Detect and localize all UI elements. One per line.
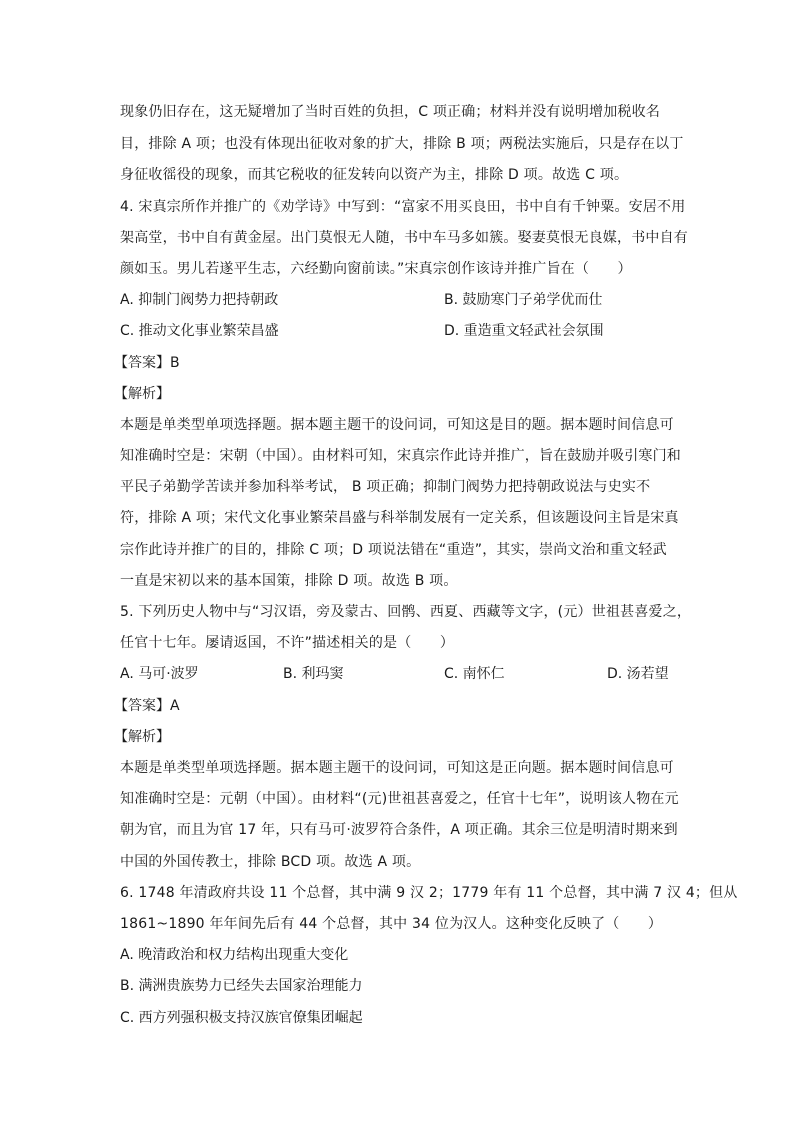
- question-5-answer: 【答案】A: [114, 698, 180, 714]
- question-4-stem: 架高堂，书中自有黄金屋。出门莫恨无人随，书中车马多如簇。娶妻莫恨无良媒，书中自有: [120, 230, 688, 246]
- paragraph-line: 身征收徭役的现象，而其它税收的征发转向以资产为主，排除 D 项。故选 C 项。: [120, 167, 629, 183]
- question-5-stem: 5. 下列历史人物中与“习汉语，旁及蒙古、回鹘、西夏、西藏等文字，(元）世祖甚喜爱之，: [120, 604, 692, 620]
- question-5-option-a: A. 马可·波罗: [120, 666, 199, 682]
- question-4-analysis-line: 一直是宋初以来的基本国策，排除 D 项。故选 B 项。: [120, 573, 458, 589]
- question-6-option-b: B. 满洲贵族势力已经失去国家治理能力: [120, 978, 363, 994]
- question-4-analysis-tag: 【解析】: [114, 386, 170, 402]
- question-5-analysis-line: 本题是单类型单项选择题。据本题主题干的设问词，可知这是正向题。据本题时间信息可: [120, 760, 674, 776]
- question-5-stem: 任官十七年。屡请返国，不许”描述相关的是（ ）: [120, 635, 455, 651]
- question-4-analysis-line: 平民子弟勤学苦读并参加科举考试， B 项正确；抑制门阀势力把持朝政说法与史实不: [120, 479, 651, 495]
- question-6-stem: 6. 1748 年清政府共设 11 个总督，其中满 9 汉 2；1779 年有 11 个总督，其中满 7 汉 4；但从: [120, 885, 738, 901]
- paragraph-line: 现象仍旧存在，这无疑增加了当时百姓的负担，C 项正确；材料并没有说明增加税收名: [120, 104, 661, 120]
- question-4-option-a: A. 抑制门阀势力把持朝政: [120, 292, 279, 308]
- question-4-option-b: B. 鼓励寒门子弟学优而仕: [444, 292, 603, 308]
- question-4-analysis-line: 宗作此诗并推广的目的，排除 C 项；D 项说法错在“重造”，其实，崇尚文治和重文轻武: [120, 542, 667, 558]
- question-5-analysis-line: 中国的外国传教士，排除 BCD 项。故选 A 项。: [120, 854, 421, 870]
- question-4-analysis-line: 知准确时空是：宋朝（中国）。由材料可知，宋真宗作此诗并推广，旨在鼓励并吸引寒门和: [120, 448, 681, 464]
- question-6-option-c: C. 西方列强积极支持汉族官僚集团崛起: [120, 1010, 363, 1026]
- question-5-analysis-line: 知准确时空是：元朝（中国）。由材料“(元)世祖甚喜爱之，任官十七年”，说明该人物在元: [120, 791, 679, 807]
- question-5-option-c: C. 南怀仁: [444, 666, 505, 682]
- question-4-stem: 颜如玉。男儿若遂平生志，六经勤向窗前读。”宋真宗创作该诗并推广旨在（ ）: [120, 261, 632, 277]
- question-6-option-a: A. 晚清政治和权力结构出现重大变化: [120, 947, 349, 963]
- question-4-option-c: C. 推动文化事业繁荣昌盛: [120, 323, 279, 339]
- question-5-option-d: D. 汤若望: [607, 666, 669, 682]
- question-4-answer: 【答案】B: [114, 355, 180, 371]
- question-5-analysis-line: 朝为官，而且为官 17 年，只有马可·波罗符合条件，A 项正确。其余三位是明清时期来到: [120, 822, 678, 838]
- question-5-analysis-tag: 【解析】: [114, 729, 170, 745]
- question-4-analysis-line: 符，排除 A 项；宋代文化事业繁荣昌盛与科举制发展有一定关系，但该题设问主旨是宋真: [120, 510, 679, 526]
- question-4-option-d: D. 重造重文轻武社会氛围: [444, 323, 604, 339]
- question-4-analysis-line: 本题是单类型单项选择题。据本题主题干的设问词，可知这是目的题。据本题时间信息可: [120, 417, 674, 433]
- question-4-stem: 4. 宋真宗所作并推广的《劝学诗》中写到：“富家不用买良田，书中自有千钟粟。安居不用: [120, 199, 686, 215]
- paragraph-line: 目，排除 A 项；也没有体现出征收对象的扩大，排除 B 项；两税法实施后，只是存在以丁: [120, 136, 684, 152]
- question-6-stem: 1861~1890 年年间先后有 44 个总督，其中 34 位为汉人。这种变化反映了（ ）: [120, 916, 663, 932]
- question-5-option-b: B. 利玛窦: [283, 666, 344, 682]
